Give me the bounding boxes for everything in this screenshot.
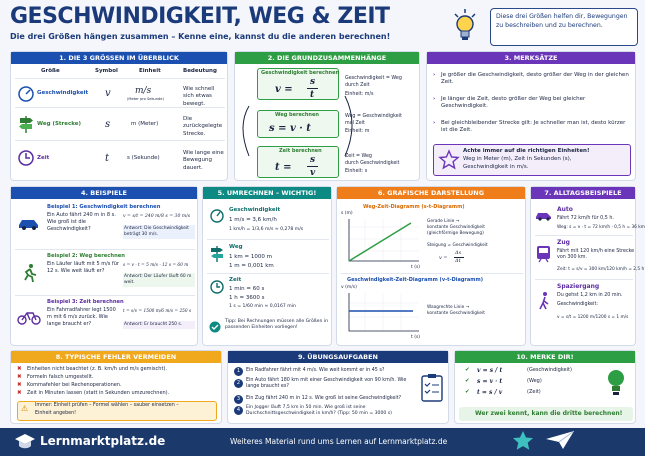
formula-title: Zeit berechnen: [279, 148, 322, 154]
example-text: Ein Fahrradfahrer legt 1500 m mit 6 m/s zurück. Wie lange braucht er?: [47, 307, 116, 327]
example-title: Beispiel 1: Geschwindigkeit berechnen: [47, 204, 161, 210]
section-header: 3. MERKSÄTZE: [427, 52, 635, 64]
rule-item: Bei gleichbleibender Strecke gilt: Je schneller man ist, desto kürzer ist die Zeit.: [441, 120, 626, 134]
signpost-icon: [209, 245, 225, 263]
note-line: Weg in Meter (m), Zeit in Sekunden (s),: [463, 156, 572, 162]
note-line: Achte immer auf die richtigen Einheiten!: [463, 148, 590, 154]
section-header: 8. TYPISCHE FEHLER VERMEIDEN: [11, 351, 221, 363]
conv-line: 1 h = 3600 s: [229, 295, 265, 301]
conv-line: 1 m = 0,001 km: [229, 263, 274, 269]
train-icon: [536, 245, 551, 263]
quantity-meaning: Wie schnell sich etwas bewegt.: [183, 86, 215, 107]
section-overview: [10, 51, 228, 181]
remember-note: (Weg): [527, 378, 542, 384]
everyday-title: Spaziergang: [557, 283, 600, 290]
formula-desc: Geschwindigkeit = Weg: [345, 76, 402, 81]
vt-diagram: [345, 291, 421, 335]
conv-tip: Tipp: Bei Rechnungen müssen alle Größen in passenden Einheiten vorliegen!: [225, 319, 329, 331]
formula-numerator: s: [310, 155, 316, 165]
example-text: Ein Läufer läuft mit 5 m/s für 12 s. Wie weit läuft er?: [47, 261, 119, 274]
intro-callout: Diese drei Größen helfen dir, Bewegungen zu beschreiben und zu berechnen.: [490, 8, 638, 46]
remember-formula: s = v · t: [477, 378, 503, 385]
section-header: 9. ÜBUNGSAUFGABEN: [228, 351, 448, 363]
remember-footer: Wer zwei kennt, kann die dritte berechnen!: [475, 410, 623, 417]
axis-label-x: t (s): [411, 335, 421, 340]
chart-note: konstante Geschwindigkeit: [427, 225, 485, 230]
quantity-meaning: Wie lange eine Bewegung dauert.: [183, 150, 224, 171]
star-icon: [512, 430, 534, 452]
quantity-symbol: s: [105, 119, 111, 130]
conv-line: 1 m/s = 3,6 km/h: [229, 217, 277, 223]
checklist-icon: [420, 373, 444, 403]
everyday-line: Fährt 72 km/h für 0,5 h.: [557, 216, 614, 221]
page-title: GESCHWINDIGKEIT, WEG & ZEIT: [10, 4, 390, 29]
everyday-line: Zeit: t = s/v = 300 km/120 km/h = 2,5 h: [557, 267, 645, 272]
everyday-line: Geschwindigkeit:: [557, 302, 598, 307]
everyday-title: Zug: [557, 239, 570, 246]
formula-desc: Zeit = Weg: [345, 154, 372, 159]
formula-denominator: t: [310, 90, 315, 100]
runner-icon: [19, 263, 39, 283]
everyday-line: v = s/t = 1200 m/1200 s = 1 m/s: [557, 315, 629, 320]
chart-note: (gleichförmige Bewegung): [427, 231, 484, 236]
chart-note: Δs: [455, 250, 462, 256]
section-header: 1. DIE 3 GRÖSSEN IM ÜBERBLICK: [11, 52, 227, 64]
paper-plane-icon: [545, 430, 575, 450]
check-icon: ✔: [465, 378, 470, 384]
col-header: Größe: [41, 68, 60, 74]
formula-desc: Weg = Geschwindigkeit: [345, 114, 402, 119]
quantity-name: Weg (Strecke): [37, 121, 82, 127]
everyday-line: Fährt mit 120 km/h eine Strecke von 300 km.: [557, 249, 635, 261]
formula-unit: Einheit: m: [345, 129, 370, 134]
section-header: 10. MERKE DIR!: [455, 351, 635, 363]
mistake-item: Einheiten nicht beachtet (z. B. km/h und m/s gemischt).: [27, 366, 167, 372]
lightbulb-icon: [452, 8, 478, 44]
everyday-line: Weg: s = v · t = 72 km/h · 0,5 h = 36 km: [557, 225, 645, 230]
section-header: 2. DIE GRUNDZUSAMMENHÄNGE: [235, 52, 419, 64]
chart-note: Waagrechte Linie →: [427, 305, 470, 310]
clock-icon: [17, 149, 35, 167]
chart-note: Steigung = Geschwindigkeit: [427, 243, 488, 248]
speedometer-icon: [209, 207, 225, 223]
mistake-tip: Immer: Einheit prüfen – Formel wählen – sauber einsetzen –: [35, 403, 179, 408]
formula-unit: Einheit: s: [345, 169, 368, 174]
quantity-symbol: t: [105, 153, 110, 164]
rule-item: Je größer die Geschwindigkeit, desto größer der Weg in der gleichen Zeit.: [441, 72, 629, 86]
axis-label-y: s (m): [341, 211, 353, 216]
footer-brand[interactable]: Lernmarktplatz.de: [40, 434, 166, 448]
formula-lhs: v =: [275, 84, 293, 95]
remember-formula: t = s / v: [477, 389, 503, 396]
st-diagram: [345, 217, 421, 265]
quantity-name: Zeit: [37, 155, 50, 161]
exercise-item: Ein Radfahrer fährt mit 4 m/s. Wie weit kommt er in 45 s?: [246, 368, 385, 373]
conv-group-title: Zeit: [229, 277, 242, 283]
rule-item: Je länger die Zeit, desto größer der Weg bei gleicher Geschwindigkeit.: [441, 96, 586, 110]
footer-text: Weiteres Material rund ums Lernen auf Lernmarktplatz.de: [230, 437, 448, 446]
example-title: Beispiel 3: Zeit berechnen: [47, 299, 124, 305]
col-header: Bedeutung: [183, 68, 217, 74]
formula-title: Weg berechnen: [275, 112, 319, 118]
example-title: Beispiel 2: Weg berechnen: [47, 253, 125, 259]
check-icon: [209, 321, 221, 333]
formula-desc: durch Zeit: [345, 83, 370, 88]
star-icon: [439, 150, 459, 170]
quantity-unit: s (Sekunde): [127, 155, 160, 161]
check-icon: ✔: [465, 389, 470, 395]
section-remember: [454, 350, 636, 424]
example-text: Ein Auto fährt 240 m in 8 s. Wie groß ist die Geschwindigkeit?: [47, 212, 116, 232]
error-icon: ✖: [17, 366, 22, 372]
section-header: 7. ALLTAGSBEISPIELE: [531, 187, 635, 199]
check-icon: ✔: [465, 367, 470, 373]
lightbulb-icon: [605, 367, 627, 397]
exercise-item: Ein Auto fährt 180 km mit einer Geschwindigkeit von 90 km/h. Wie lange braucht es?: [246, 378, 407, 390]
remember-note: (Zeit): [527, 389, 541, 395]
example-calc: t = s/v = 1500 m/6 m/s = 250 s: [123, 309, 192, 314]
conv-line: 1 km/h = 1/3,6 m/s ≈ 0,278 m/s: [229, 227, 304, 232]
section-header: 5. UMRECHNEN – WICHTIG!: [203, 187, 331, 199]
error-icon: ✖: [17, 374, 22, 380]
chart-note: Gerade Linie →: [427, 219, 460, 224]
bicycle-icon: [17, 309, 41, 325]
axis-label-y: v (m/s): [341, 285, 357, 290]
chart-note: Δt: [455, 258, 461, 264]
formula-lhs: t =: [275, 162, 292, 173]
clock-icon: [209, 279, 225, 295]
conv-line: 1 km = 1000 m: [229, 254, 272, 260]
chart-note: v =: [439, 255, 448, 261]
formula: s = v · t: [269, 123, 311, 134]
section-relations: [234, 51, 420, 181]
quantity-name: Geschwindigkeit: [37, 90, 89, 96]
quantity-meaning: Die zurückgelegte Strecke.: [183, 116, 223, 137]
chart-title: Weg-Zeit-Diagramm (s-t-Diagramm): [363, 204, 465, 210]
conv-group-title: Geschwindigkeit: [229, 207, 281, 213]
remember-note: (Geschwindigkeit): [527, 367, 572, 373]
formula-desc: mal Zeit: [345, 121, 365, 126]
quantity-unit-note: (Meter pro Sekunde): [127, 97, 164, 101]
section-header: 4. BEISPIELE: [11, 187, 197, 199]
page-subtitle: Die drei Größen hängen zusammen – Kenne eine, kannst du die anderen berechnen!: [10, 32, 391, 41]
quantity-symbol: v: [105, 88, 111, 99]
section-everyday: [530, 186, 645, 346]
section-exercises: 9. ÜBUNGSAUFGABEN 1 Ein Radfahrer fährt mit 4 m/s. Wie weit kommt er in 45 s? 2 Ein Auto fährt 180 km mit einer Geschwindigkeit von 90 km/h. Wie lange braucht es? 3 Ein Zug fährt 240 m in 12 s. Wie groß ist seine Geschwindigkeit? 4 Ein Jogger läuft 7,5 km in 50 min. Wie groß ist seine Durchschnittsgeschwindigkeit in km/h? (Tipp: 50 min = 3000 s): [227, 350, 449, 424]
everyday-line: Du gehst 1,2 km in 20 min.: [557, 293, 623, 298]
note-line: Geschwindigkeit in m/s.: [463, 164, 529, 170]
exercise-item: Ein Zug fährt 240 m in 12 s. Wie groß ist seine Geschwindigkeit?: [246, 396, 402, 401]
section-mistakes: [10, 350, 222, 424]
section-header: 6. GRAFISCHE DARSTELLUNG: [337, 187, 525, 199]
example-answer: Antwort: Die Geschwindigkeit beträgt 30 m/s.: [123, 225, 195, 239]
axis-label-x: t (s): [411, 265, 421, 270]
formula-numerator: s: [310, 77, 316, 87]
walker-icon: [536, 291, 552, 311]
formula-unit: Einheit: m/s: [345, 92, 374, 97]
quantity-unit: m (Meter): [131, 121, 159, 127]
section-conversion: [202, 186, 332, 346]
example-calc: v = s/t = 240 m/8 s = 30 m/s: [123, 214, 191, 219]
col-header: Symbol: [95, 68, 118, 74]
conv-line: 1 s = 1/60 min ≈ 0,0167 min: [229, 304, 296, 309]
exercise-item: Ein Jogger läuft 7,5 km in 50 min. Wie groß ist seine Durchschnittsgeschwindigkeit in km/h? (Tipp: 50 min = 3000 s): [246, 405, 392, 417]
quantity-unit: m/s: [135, 86, 152, 96]
mistake-item: Zeit in Minuten lassen (statt in Sekunden umzurechnen).: [27, 390, 170, 396]
mistake-tip: Einheit angeben!: [35, 411, 77, 416]
col-header: Einheit: [139, 68, 161, 74]
conv-group-title: Weg: [229, 244, 243, 250]
example-answer: Antwort: Der Läufer läuft 60 m weit.: [123, 273, 195, 287]
example-answer: Antwort: Er braucht 250 s.: [123, 321, 195, 329]
graduation-cap-icon: [14, 432, 36, 452]
section-graphs: [336, 186, 526, 346]
car-icon: [17, 215, 41, 231]
mistake-item: Kommafehler bei Rechenoperationen.: [27, 382, 122, 388]
formula-denominator: v: [310, 168, 316, 178]
section-examples: [10, 186, 198, 346]
example-calc: s = v · t = 5 m/s · 12 s = 60 m: [123, 263, 189, 268]
chart-note: konstante Geschwindigkeit: [427, 311, 485, 316]
warning-icon: ⚠: [21, 404, 29, 413]
formula-title: Geschwindigkeit berechnen: [261, 70, 340, 76]
signpost-icon: [17, 114, 35, 134]
section-rules: 3. MERKSÄTZE › Je größer die Geschwindigkeit, desto größer der Weg in der gleichen Zeit. › Je länger die Zeit, desto größer der Weg bei gleicher Geschwindigkeit. › Bei gleichbleibender Strecke gilt: Je schneller man ist, desto kürzer ist die Zeit. Achte immer auf die richtigen Einheiten! Weg in Meter (m), Zeit in Sekunden (s), Geschwindigkeit in m/s.: [426, 51, 636, 181]
mistake-item: Formeln falsch umgestellt.: [27, 374, 94, 380]
car-icon: [535, 209, 553, 221]
everyday-title: Auto: [557, 206, 573, 213]
error-icon: ✖: [17, 390, 22, 396]
formula-desc: durch Geschwindigkeit: [345, 161, 400, 166]
conv-line: 1 min = 60 s: [229, 286, 265, 292]
speedometer-icon: [17, 84, 35, 102]
chart-title: Geschwindigkeit-Zeit-Diagramm (v-t-Diagramm): [347, 277, 483, 283]
remember-formula: v = s / t: [477, 367, 503, 374]
error-icon: ✖: [17, 382, 22, 388]
